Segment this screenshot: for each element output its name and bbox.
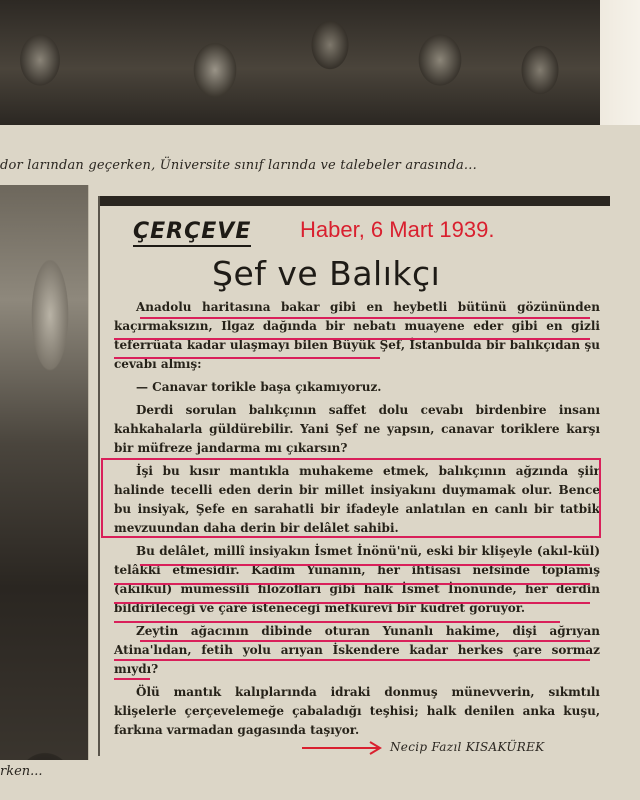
paragraph: İşi bu kısır mantıkla muhakeme etmek, balıkçının ağzında şiir halinde tecelli eden derin bir millet insiyakını duymamak olur. Bence bu insiyak, Şefe en sarahatli bir ifadeyle anlatılan en canlı bir tatbik mevzuundan daha derin bir delâlet sahibi.: [114, 464, 600, 535]
arrow-icon: [300, 738, 385, 758]
paragraph: Bu delâlet, millî insiyakın İsmet İnönü'nü, eski bir klişeyle (akıl-kül) telâkki etmesidir. Kadim Yunanın, her ihtisası nefsinde toplamış (akılkül) mümessili filozofları gibi halk İsmet İnönünde, her derdin bildirileceği ve çare isteneceği mefkûrevi bir kudret görüyor.: [114, 544, 600, 615]
date-annotation: Haber, 6 Mart 1939.: [300, 217, 495, 242]
section-heading: ÇERÇEVE: [133, 220, 251, 247]
paragraph: Zeytin ağacının dibinde oturan Yunanlı hakime, dişi ağrıyan Atina'lıdan, fetih yolu arıyan İskendere kadar herkes çare sormaz mıydı?: [114, 624, 600, 676]
paragraph: Anadolu haritasına bakar gibi en heybetli bütünü gözününden kaçırmaksızın, Ilgaz dağında bir nebatı muayene eder gibi en gizli teferrüata kadar ulaşmayı bilen Büyük Şef, İstanbulda bir balıkçıdan şu cevabı almış:: [114, 300, 600, 371]
paragraph: Ölü mantık kalıplarında idraki donmuş münevverin, sıkmtılı klişelerle çerçevelemeğe çabaladığı teşhisi; halk denilen anka kuşu, farkına varmadan gagasında taşıyor.: [114, 685, 600, 737]
article-headline: Şef ve Balıkçı: [212, 254, 441, 293]
paragraph: Derdi sorulan balıkçının saffet dolu cevabı birdenbire insanı kahkahalarla güldürebilir. Yani Şef ne yapsın, canavar toriklere karşı bir müfreze jandarma mı çıkarsın?: [114, 403, 600, 455]
author-byline: Necip Fazıl KISAKÜREK: [390, 740, 545, 754]
left-photo-caption: rken...: [0, 764, 43, 779]
top-photo-caption: dor larından geçerken, Üniversite sınıf larında ve talebeler arasında...: [0, 158, 477, 173]
paragraph: — Canavar torikle başa çıkamıyoruz.: [136, 380, 382, 394]
